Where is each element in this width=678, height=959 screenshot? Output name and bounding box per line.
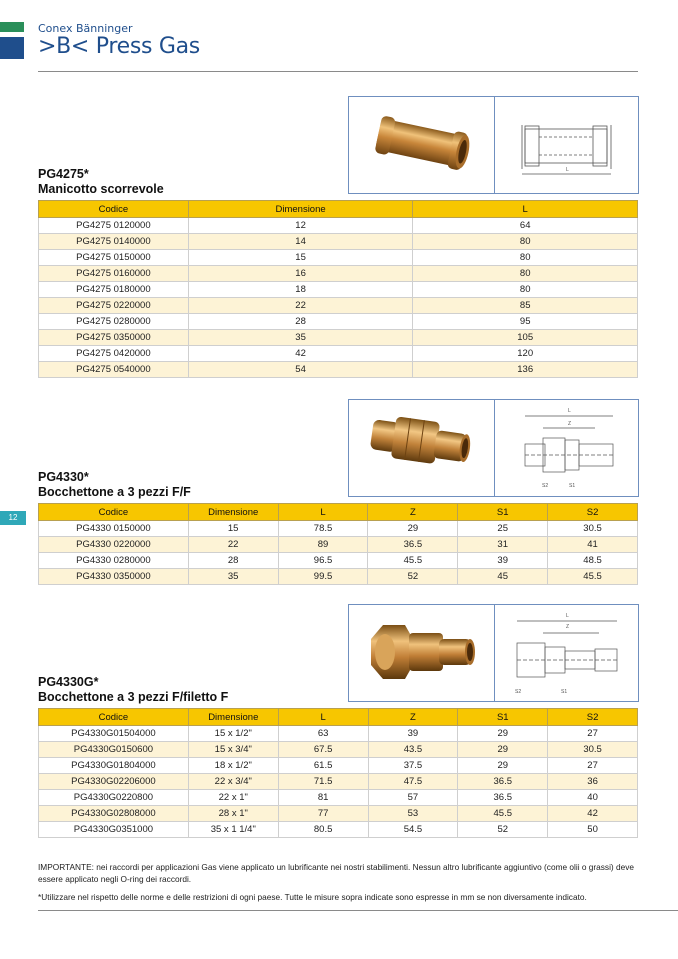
product-image-box-2 xyxy=(348,399,639,497)
diagram-label-L: L xyxy=(566,167,569,173)
table-cell: PG4275 0540000 xyxy=(39,362,189,378)
table-cell: PG4275 0150000 xyxy=(39,250,189,266)
table-cell: PG4330G02206000 xyxy=(39,774,189,790)
table-cell: 36.5 xyxy=(458,790,548,806)
table-cell: PG4330G01804000 xyxy=(39,758,189,774)
table-row xyxy=(39,806,638,822)
product-table-3 xyxy=(38,708,638,838)
product-name-1: Manicotto scorrevole xyxy=(38,182,164,196)
table-cell: 40 xyxy=(548,790,638,806)
product-image-box-3 xyxy=(348,604,639,702)
column-header: Z xyxy=(368,709,458,726)
table-cell: 29 xyxy=(368,521,458,537)
table-cell: 95 xyxy=(413,314,638,330)
table-row xyxy=(39,314,638,330)
product-name-3: Bocchettone a 3 pezzi F/filetto F xyxy=(38,690,229,704)
column-header: Dimensione xyxy=(188,201,413,218)
table-cell: PG4275 0220000 xyxy=(39,298,189,314)
table-cell: 39 xyxy=(368,726,458,742)
table-row xyxy=(39,521,638,537)
table-row xyxy=(39,790,638,806)
table-cell: 48.5 xyxy=(548,553,638,569)
table-cell: 54 xyxy=(188,362,413,378)
table-cell: 85 xyxy=(413,298,638,314)
table-cell: PG4330 0150000 xyxy=(39,521,189,537)
table-cell: 42 xyxy=(188,346,413,362)
table-cell: 45.5 xyxy=(368,553,458,569)
table-cell: 43.5 xyxy=(368,742,458,758)
table-cell: 36.5 xyxy=(368,537,458,553)
table-cell: PG4330 0220000 xyxy=(39,537,189,553)
table-row xyxy=(39,282,638,298)
table-cell: 36 xyxy=(548,774,638,790)
important-note: IMPORTANTE: nei raccordi per applicazioni Gas viene applicato un lubrificante nei nostri stabilimenti. Nessun altro lubrificante aggiuntivo (come olii o grassi) deve essere applicato negli O-ring dei raccordi. xyxy=(38,862,634,884)
product-code-2: PG4330* xyxy=(38,470,89,484)
diagram-label-S1: S1 xyxy=(561,689,568,695)
table-cell: 15 xyxy=(188,250,413,266)
page-title: >B< Press Gas xyxy=(38,34,200,59)
table-cell: 28 xyxy=(188,553,278,569)
sliding-coupling-drawing xyxy=(495,97,640,193)
table-cell: 22 x 1" xyxy=(188,790,278,806)
table-cell: 16 xyxy=(188,266,413,282)
table-cell: PG4275 0180000 xyxy=(39,282,189,298)
table-cell: 36.5 xyxy=(458,774,548,790)
table-cell: PG4275 0280000 xyxy=(39,314,189,330)
sliding-coupling-photo xyxy=(349,97,494,193)
product-name-2: Bocchettone a 3 pezzi F/F xyxy=(38,485,191,499)
column-header: Codice xyxy=(39,504,189,521)
diagram-label-S1: S1 xyxy=(569,483,576,489)
table-cell: 77 xyxy=(278,806,368,822)
brand-name: Conex Bänninger xyxy=(38,22,133,35)
table-cell: 42 xyxy=(548,806,638,822)
column-header: S2 xyxy=(548,504,638,521)
product-code-3: PG4330G* xyxy=(38,675,99,689)
table-row xyxy=(39,218,638,234)
diagram-label-Z: Z xyxy=(568,421,572,427)
table-row xyxy=(39,553,638,569)
table-cell: 45 xyxy=(458,569,548,585)
table-row xyxy=(39,774,638,790)
column-header: L xyxy=(278,504,368,521)
table-cell: 27 xyxy=(548,726,638,742)
table-cell: 71.5 xyxy=(278,774,368,790)
table-cell: 37.5 xyxy=(368,758,458,774)
table-cell: PG4330 0350000 xyxy=(39,569,189,585)
table-cell: 15 xyxy=(188,521,278,537)
diagram-label-Z: Z xyxy=(566,624,570,630)
table-cell: 54.5 xyxy=(368,822,458,838)
column-header: S1 xyxy=(458,504,548,521)
table-cell: 81 xyxy=(278,790,368,806)
union-f-threaded-drawing xyxy=(495,605,640,701)
table-cell: 45.5 xyxy=(548,569,638,585)
table-cell: 80 xyxy=(413,250,638,266)
table-cell: 96.5 xyxy=(278,553,368,569)
union-ff-photo xyxy=(349,400,494,496)
brand-bar-blue xyxy=(0,37,24,59)
table-cell: 80.5 xyxy=(278,822,368,838)
table-cell: 136 xyxy=(413,362,638,378)
table-cell: 53 xyxy=(368,806,458,822)
table-row xyxy=(39,742,638,758)
footer-divider xyxy=(38,910,678,911)
diagram-label-S2: S2 xyxy=(515,689,522,695)
table-cell: 45.5 xyxy=(458,806,548,822)
table-cell: 22 x 3/4" xyxy=(188,774,278,790)
product-code-1: PG4275* xyxy=(38,167,89,181)
table-row xyxy=(39,330,638,346)
table-cell: 57 xyxy=(368,790,458,806)
table-cell: 30.5 xyxy=(548,521,638,537)
table-cell: 15 x 1/2" xyxy=(188,726,278,742)
table-cell: 35 xyxy=(188,330,413,346)
table-cell: PG4275 0420000 xyxy=(39,346,189,362)
header-divider xyxy=(38,71,638,72)
table-cell: 80 xyxy=(413,266,638,282)
table-cell: 28 xyxy=(188,314,413,330)
table-row xyxy=(39,537,638,553)
table-cell: 80 xyxy=(413,282,638,298)
table-cell: 52 xyxy=(368,569,458,585)
column-header: L xyxy=(413,201,638,218)
table-row xyxy=(39,362,638,378)
product-table-2 xyxy=(38,503,638,585)
column-header: S2 xyxy=(548,709,638,726)
footnote: *Utilizzare nel rispetto delle norme e delle restrizioni di ogni paese. Tutte le misure sopra indicate sono espresse in mm se non diversamente indicato. xyxy=(38,892,587,902)
page-number-tab: 12 xyxy=(0,511,26,525)
table-cell: 52 xyxy=(458,822,548,838)
table-cell: PG4275 0350000 xyxy=(39,330,189,346)
table-cell: 47.5 xyxy=(368,774,458,790)
table-row xyxy=(39,266,638,282)
table-cell: 22 xyxy=(188,537,278,553)
table-cell: PG4275 0140000 xyxy=(39,234,189,250)
table-header-row xyxy=(39,504,638,521)
table-cell: PG4330G0351000 xyxy=(39,822,189,838)
table-cell: 35 xyxy=(188,569,278,585)
table-row xyxy=(39,346,638,362)
table-cell: PG4330 0280000 xyxy=(39,553,189,569)
table-cell: PG4275 0160000 xyxy=(39,266,189,282)
table-cell: 63 xyxy=(278,726,368,742)
table-cell: 22 xyxy=(188,298,413,314)
table-cell: 41 xyxy=(548,537,638,553)
diagram-label-L: L xyxy=(568,408,571,414)
table-cell: 50 xyxy=(548,822,638,838)
table-cell: 89 xyxy=(278,537,368,553)
table-cell: 105 xyxy=(413,330,638,346)
table-row xyxy=(39,569,638,585)
table-row xyxy=(39,298,638,314)
product-table-1 xyxy=(38,200,638,378)
product-image-box-1 xyxy=(348,96,639,194)
table-cell: 39 xyxy=(458,553,548,569)
column-header: Z xyxy=(368,504,458,521)
table-cell: 35 x 1 1/4" xyxy=(188,822,278,838)
column-header: Dimensione xyxy=(188,504,278,521)
column-header: Codice xyxy=(39,201,189,218)
table-cell: 67.5 xyxy=(278,742,368,758)
table-cell: 29 xyxy=(458,758,548,774)
diagram-label-L: L xyxy=(566,613,569,619)
table-header-row xyxy=(39,709,638,726)
table-cell: 25 xyxy=(458,521,548,537)
table-cell: 18 x 1/2" xyxy=(188,758,278,774)
table-cell: 30.5 xyxy=(548,742,638,758)
table-cell: 80 xyxy=(413,234,638,250)
union-f-threaded-photo xyxy=(349,605,494,701)
table-cell: 27 xyxy=(548,758,638,774)
table-row xyxy=(39,234,638,250)
table-row xyxy=(39,250,638,266)
table-cell: PG4330G0150600 xyxy=(39,742,189,758)
column-header: Dimensione xyxy=(188,709,278,726)
table-cell: 14 xyxy=(188,234,413,250)
union-ff-drawing xyxy=(495,400,640,496)
table-cell: 18 xyxy=(188,282,413,298)
table-row xyxy=(39,822,638,838)
table-cell: 12 xyxy=(188,218,413,234)
table-row xyxy=(39,758,638,774)
table-cell: PG4330G01504000 xyxy=(39,726,189,742)
table-cell: 31 xyxy=(458,537,548,553)
table-row xyxy=(39,726,638,742)
table-cell: 78.5 xyxy=(278,521,368,537)
table-cell: 15 x 3/4" xyxy=(188,742,278,758)
column-header: Codice xyxy=(39,709,189,726)
table-cell: 61.5 xyxy=(278,758,368,774)
table-cell: PG4330G0220800 xyxy=(39,790,189,806)
table-cell: 29 xyxy=(458,742,548,758)
table-header-row xyxy=(39,201,638,218)
table-cell: PG4330G02808000 xyxy=(39,806,189,822)
table-cell: 28 x 1" xyxy=(188,806,278,822)
table-cell: 64 xyxy=(413,218,638,234)
table-cell: 99.5 xyxy=(278,569,368,585)
table-cell: PG4275 0120000 xyxy=(39,218,189,234)
brand-bar-green xyxy=(0,22,24,32)
table-cell: 120 xyxy=(413,346,638,362)
diagram-label-S2: S2 xyxy=(542,483,549,489)
column-header: S1 xyxy=(458,709,548,726)
column-header: L xyxy=(278,709,368,726)
table-cell: 29 xyxy=(458,726,548,742)
